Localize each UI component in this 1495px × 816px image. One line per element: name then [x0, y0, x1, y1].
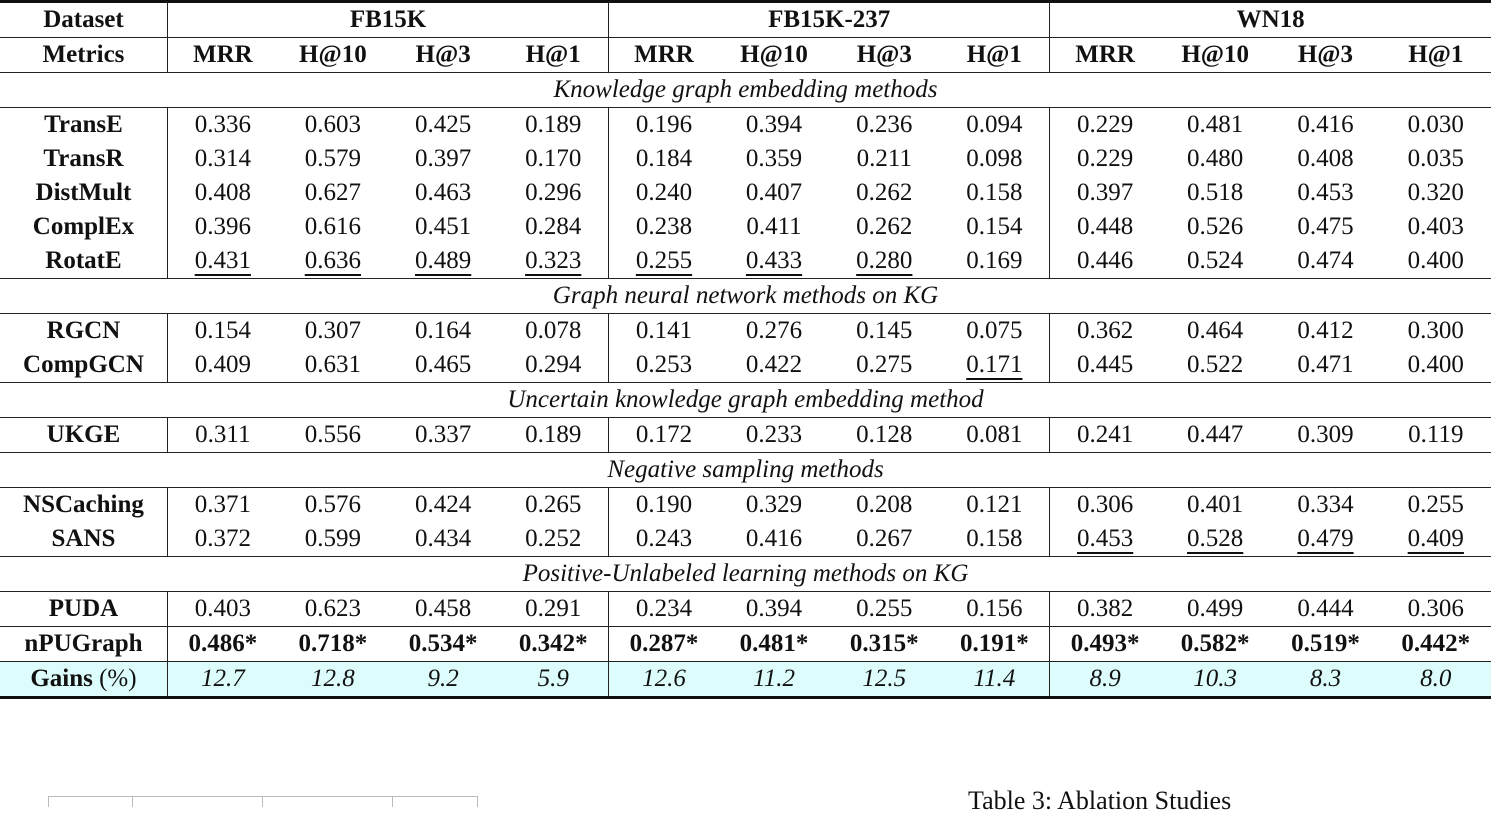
value-cell: 0.397: [1077, 179, 1134, 206]
proposed-method-row: [0, 627, 1491, 662]
table-row: [0, 142, 1491, 176]
value-cell: 0.403: [1407, 213, 1464, 240]
value-cell: 0.337: [388, 418, 498, 453]
metric-header: MRR: [1050, 38, 1160, 73]
value-cell: 0.362: [1050, 314, 1160, 349]
value-cell: 0.211: [856, 145, 912, 172]
section-header-row: [0, 383, 1491, 418]
value-cell: 0.631: [304, 351, 361, 378]
value-cell: 0.528: [1187, 525, 1244, 552]
value-cell: 0.262: [856, 213, 913, 240]
value-cell: 0.189: [498, 418, 608, 453]
value-cell: 0.422: [745, 351, 803, 378]
value-cell: 0.397: [415, 145, 472, 172]
value-cell: 0.576: [278, 488, 388, 523]
value-cell: 0.447: [1160, 418, 1270, 453]
value-cell: 0.416: [745, 525, 803, 552]
value-cell: 0.424: [388, 488, 498, 523]
value-cell: 0.119: [1381, 418, 1491, 453]
value-cell: 0.320: [1407, 179, 1464, 206]
value-cell: 0.243: [635, 525, 693, 552]
method-name: ComplEx: [0, 210, 167, 244]
value-cell: 12.7: [167, 662, 277, 698]
value-cell: 0.445: [1077, 351, 1134, 378]
value-cell: 0.296: [498, 176, 608, 210]
value-cell: 0.489: [415, 247, 472, 274]
metric-header: MRR: [167, 38, 277, 73]
value-cell: 0.306: [1050, 488, 1160, 523]
value-cell: 0.158: [939, 522, 1049, 557]
value-cell: 0.407: [745, 179, 803, 206]
value-cell: 0.154: [167, 314, 277, 349]
table-row: [0, 244, 1491, 279]
value-cell: 0.627: [304, 179, 361, 206]
dataset-label: Dataset: [0, 2, 167, 38]
value-cell: 0.474: [1297, 247, 1354, 274]
value-cell: 0.078: [498, 314, 608, 349]
value-cell: 0.616: [304, 213, 361, 240]
section-title: Positive-Unlabeled learning methods on KG: [0, 557, 1491, 592]
dataset-wn18: WN18: [1236, 6, 1305, 33]
value-cell: 0.275: [856, 351, 913, 378]
value-cell: 11.4: [939, 662, 1049, 698]
value-cell: 0.141: [609, 314, 719, 349]
value-cell: 0.359: [745, 145, 803, 172]
table-row: [0, 592, 1491, 627]
value-cell: 0.336: [167, 108, 277, 143]
value-cell: 9.2: [388, 662, 498, 698]
metric-header: H@3: [829, 38, 939, 73]
value-cell: 0.425: [388, 108, 498, 143]
value-cell: 0.171: [939, 348, 1049, 383]
value-cell: 0.409: [1407, 525, 1464, 552]
value-cell: 0.189: [498, 108, 608, 143]
value-cell: 0.481*: [719, 627, 829, 662]
value-cell: 0.636: [304, 247, 361, 274]
value-cell: 0.229: [1050, 108, 1160, 143]
value-cell: 0.145: [829, 314, 939, 349]
table-row: [0, 418, 1491, 453]
value-cell: 0.475: [1297, 213, 1354, 240]
value-cell: 0.556: [278, 418, 388, 453]
section-title: Graph neural network methods on KG: [0, 279, 1491, 314]
value-cell: 0.444: [1270, 592, 1380, 627]
metric-header: MRR: [609, 38, 719, 73]
value-cell: 0.479: [1297, 525, 1354, 552]
value-cell: 0.486*: [167, 627, 277, 662]
table-row: [0, 210, 1491, 244]
value-cell: 0.411: [746, 213, 802, 240]
value-cell: 11.2: [719, 662, 829, 698]
value-cell: 0.238: [635, 213, 693, 240]
table-row: [0, 314, 1491, 349]
method-name: NSCaching: [0, 488, 167, 523]
value-cell: 0.172: [609, 418, 719, 453]
dataset-header-row: [0, 2, 1491, 38]
value-cell: 0.323: [498, 244, 608, 279]
value-cell: 0.191*: [939, 627, 1049, 662]
value-cell: 0.300: [1381, 314, 1491, 349]
value-cell: 0.499: [1160, 592, 1270, 627]
table-body: [0, 73, 1491, 698]
value-cell: 0.394: [719, 108, 829, 143]
value-cell: 0.121: [939, 488, 1049, 523]
value-cell: 0.458: [388, 592, 498, 627]
value-cell: 0.255: [829, 592, 939, 627]
metric-header: H@3: [388, 38, 498, 73]
value-cell: 0.403: [167, 592, 277, 627]
dataset-fb15k: FB15K: [167, 2, 608, 38]
value-cell: 0.128: [829, 418, 939, 453]
value-cell: 0.493*: [1050, 627, 1160, 662]
value-cell: 12.6: [609, 662, 719, 698]
value-cell: 0.579: [304, 145, 361, 172]
value-cell: 0.464: [1160, 314, 1270, 349]
value-cell: 0.196: [609, 108, 719, 143]
value-cell: 0.158: [939, 176, 1049, 210]
value-cell: 0.718*: [278, 627, 388, 662]
value-cell: 0.265: [498, 488, 608, 523]
value-cell: 0.267: [856, 525, 913, 552]
value-cell: 0.534*: [388, 627, 498, 662]
metric-header: H@3: [1270, 38, 1380, 73]
value-cell: 0.164: [388, 314, 498, 349]
method-name: nPUGraph: [0, 627, 167, 662]
value-cell: 0.451: [415, 213, 472, 240]
value-cell: 0.253: [635, 351, 693, 378]
value-cell: 0.372: [194, 525, 251, 552]
value-cell: 0.276: [719, 314, 829, 349]
value-cell: 0.401: [1160, 488, 1270, 523]
value-cell: 0.433: [745, 247, 803, 274]
value-cell: 0.480: [1187, 145, 1244, 172]
value-cell: 0.446: [1077, 247, 1134, 274]
value-cell: 0.371: [167, 488, 277, 523]
value-cell: 0.409: [194, 351, 251, 378]
value-cell: 0.081: [939, 418, 1049, 453]
value-cell: 0.394: [719, 592, 829, 627]
value-cell: 0.334: [1270, 488, 1380, 523]
value-cell: 0.465: [415, 351, 472, 378]
value-cell: 0.311: [167, 418, 277, 453]
section-title: Knowledge graph embedding methods: [0, 73, 1491, 108]
value-cell: 0.519*: [1270, 627, 1380, 662]
value-cell: 0.524: [1187, 247, 1244, 274]
value-cell: 12.8: [278, 662, 388, 698]
value-cell: 8.3: [1270, 662, 1380, 698]
dataset-fb15k-237: FB15K-237: [609, 2, 1050, 38]
value-cell: 0.463: [415, 179, 472, 206]
metric-header: H@1: [939, 38, 1049, 73]
metrics-label: Metrics: [0, 38, 167, 73]
method-name: DistMult: [0, 176, 167, 210]
value-cell: 0.098: [939, 142, 1049, 176]
metric-header: H@10: [719, 38, 829, 73]
value-cell: 0.284: [498, 210, 608, 244]
value-cell: 0.075: [939, 314, 1049, 349]
value-cell: 0.408: [194, 179, 251, 206]
method-name: RotatE: [0, 244, 167, 279]
table-row: [0, 522, 1491, 557]
method-name: SANS: [0, 522, 167, 557]
value-cell: 0.094: [939, 108, 1049, 143]
value-cell: 0.400: [1407, 247, 1464, 274]
value-cell: 0.154: [939, 210, 1049, 244]
value-cell: 0.030: [1381, 108, 1491, 143]
value-cell: 0.294: [498, 348, 608, 383]
value-cell: 0.412: [1270, 314, 1380, 349]
value-cell: 0.255: [635, 247, 693, 274]
value-cell: 0.522: [1187, 351, 1244, 378]
value-cell: 0.408: [1297, 145, 1354, 172]
value-cell: 0.306: [1381, 592, 1491, 627]
value-cell: 0.603: [278, 108, 388, 143]
value-cell: 0.236: [829, 108, 939, 143]
value-cell: 0.229: [1077, 145, 1134, 172]
metrics-header-row: [0, 38, 1491, 73]
gains-label: [0, 662, 167, 698]
value-cell: 0.234: [609, 592, 719, 627]
section-header-row: [0, 279, 1491, 314]
value-cell: 0.240: [635, 179, 693, 206]
value-cell: 0.035: [1407, 145, 1464, 172]
value-cell: 0.252: [498, 522, 608, 557]
metric-header: H@10: [1160, 38, 1270, 73]
value-cell: 0.623: [278, 592, 388, 627]
value-cell: 0.526: [1187, 213, 1244, 240]
table-row: [0, 176, 1491, 210]
value-cell: 0.262: [856, 179, 913, 206]
value-cell: 0.448: [1077, 213, 1134, 240]
value-cell: 0.309: [1270, 418, 1380, 453]
value-cell: 0.582*: [1160, 627, 1270, 662]
next-table-caption: Table 3: Ablation Studies: [968, 786, 1232, 815]
value-cell: 0.280: [856, 247, 913, 274]
value-cell: 0.342*: [498, 627, 608, 662]
value-cell: 0.307: [278, 314, 388, 349]
value-cell: 0.156: [939, 592, 1049, 627]
value-cell: 0.170: [498, 142, 608, 176]
value-cell: 0.233: [719, 418, 829, 453]
section-header-row: [0, 557, 1491, 592]
section-header-row: [0, 453, 1491, 488]
metric-header: H@1: [1381, 38, 1491, 73]
value-cell: 0.184: [635, 145, 693, 172]
section-header-row: [0, 73, 1491, 108]
value-cell: 0.241: [1050, 418, 1160, 453]
value-cell: 0.442*: [1381, 627, 1491, 662]
gains-row: [0, 662, 1491, 698]
value-cell: 0.431: [194, 247, 251, 274]
next-table-fragment: [48, 796, 478, 807]
method-name: CompGCN: [0, 348, 167, 383]
gains-label-unit: (%): [92, 665, 137, 692]
metric-header: H@1: [498, 38, 608, 73]
section-title: Negative sampling methods: [0, 453, 1491, 488]
value-cell: 12.5: [829, 662, 939, 698]
value-cell: 0.287*: [609, 627, 719, 662]
value-cell: 0.453: [1077, 525, 1134, 552]
value-cell: 10.3: [1160, 662, 1270, 698]
value-cell: 0.329: [719, 488, 829, 523]
value-cell: 0.314: [194, 145, 251, 172]
value-cell: 0.453: [1297, 179, 1354, 206]
value-cell: 0.396: [194, 213, 251, 240]
value-cell: 0.169: [939, 244, 1049, 279]
metric-header: H@10: [278, 38, 388, 73]
value-cell: 8.9: [1050, 662, 1160, 698]
method-name: RGCN: [0, 314, 167, 349]
method-name: TransR: [0, 142, 167, 176]
method-name: TransE: [0, 108, 167, 143]
value-cell: 0.315*: [829, 627, 939, 662]
value-cell: 0.518: [1187, 179, 1244, 206]
value-cell: 0.434: [415, 525, 472, 552]
section-title: Uncertain knowledge graph embedding method: [0, 383, 1491, 418]
value-cell: 0.382: [1050, 592, 1160, 627]
value-cell: 0.255: [1381, 488, 1491, 523]
value-cell: 8.0: [1381, 662, 1491, 698]
value-cell: 5.9: [498, 662, 608, 698]
gains-label-bold: Gains: [30, 665, 93, 692]
value-cell: 0.416: [1270, 108, 1380, 143]
value-cell: 0.190: [609, 488, 719, 523]
method-name: PUDA: [0, 592, 167, 627]
value-cell: 0.291: [498, 592, 608, 627]
value-cell: 0.471: [1297, 351, 1354, 378]
table-row: [0, 488, 1491, 523]
table-row: [0, 348, 1491, 383]
value-cell: 0.599: [304, 525, 361, 552]
table-row: [0, 108, 1491, 143]
value-cell: 0.400: [1407, 351, 1464, 378]
value-cell: 0.208: [829, 488, 939, 523]
value-cell: 0.481: [1160, 108, 1270, 143]
method-name: UKGE: [0, 418, 167, 453]
